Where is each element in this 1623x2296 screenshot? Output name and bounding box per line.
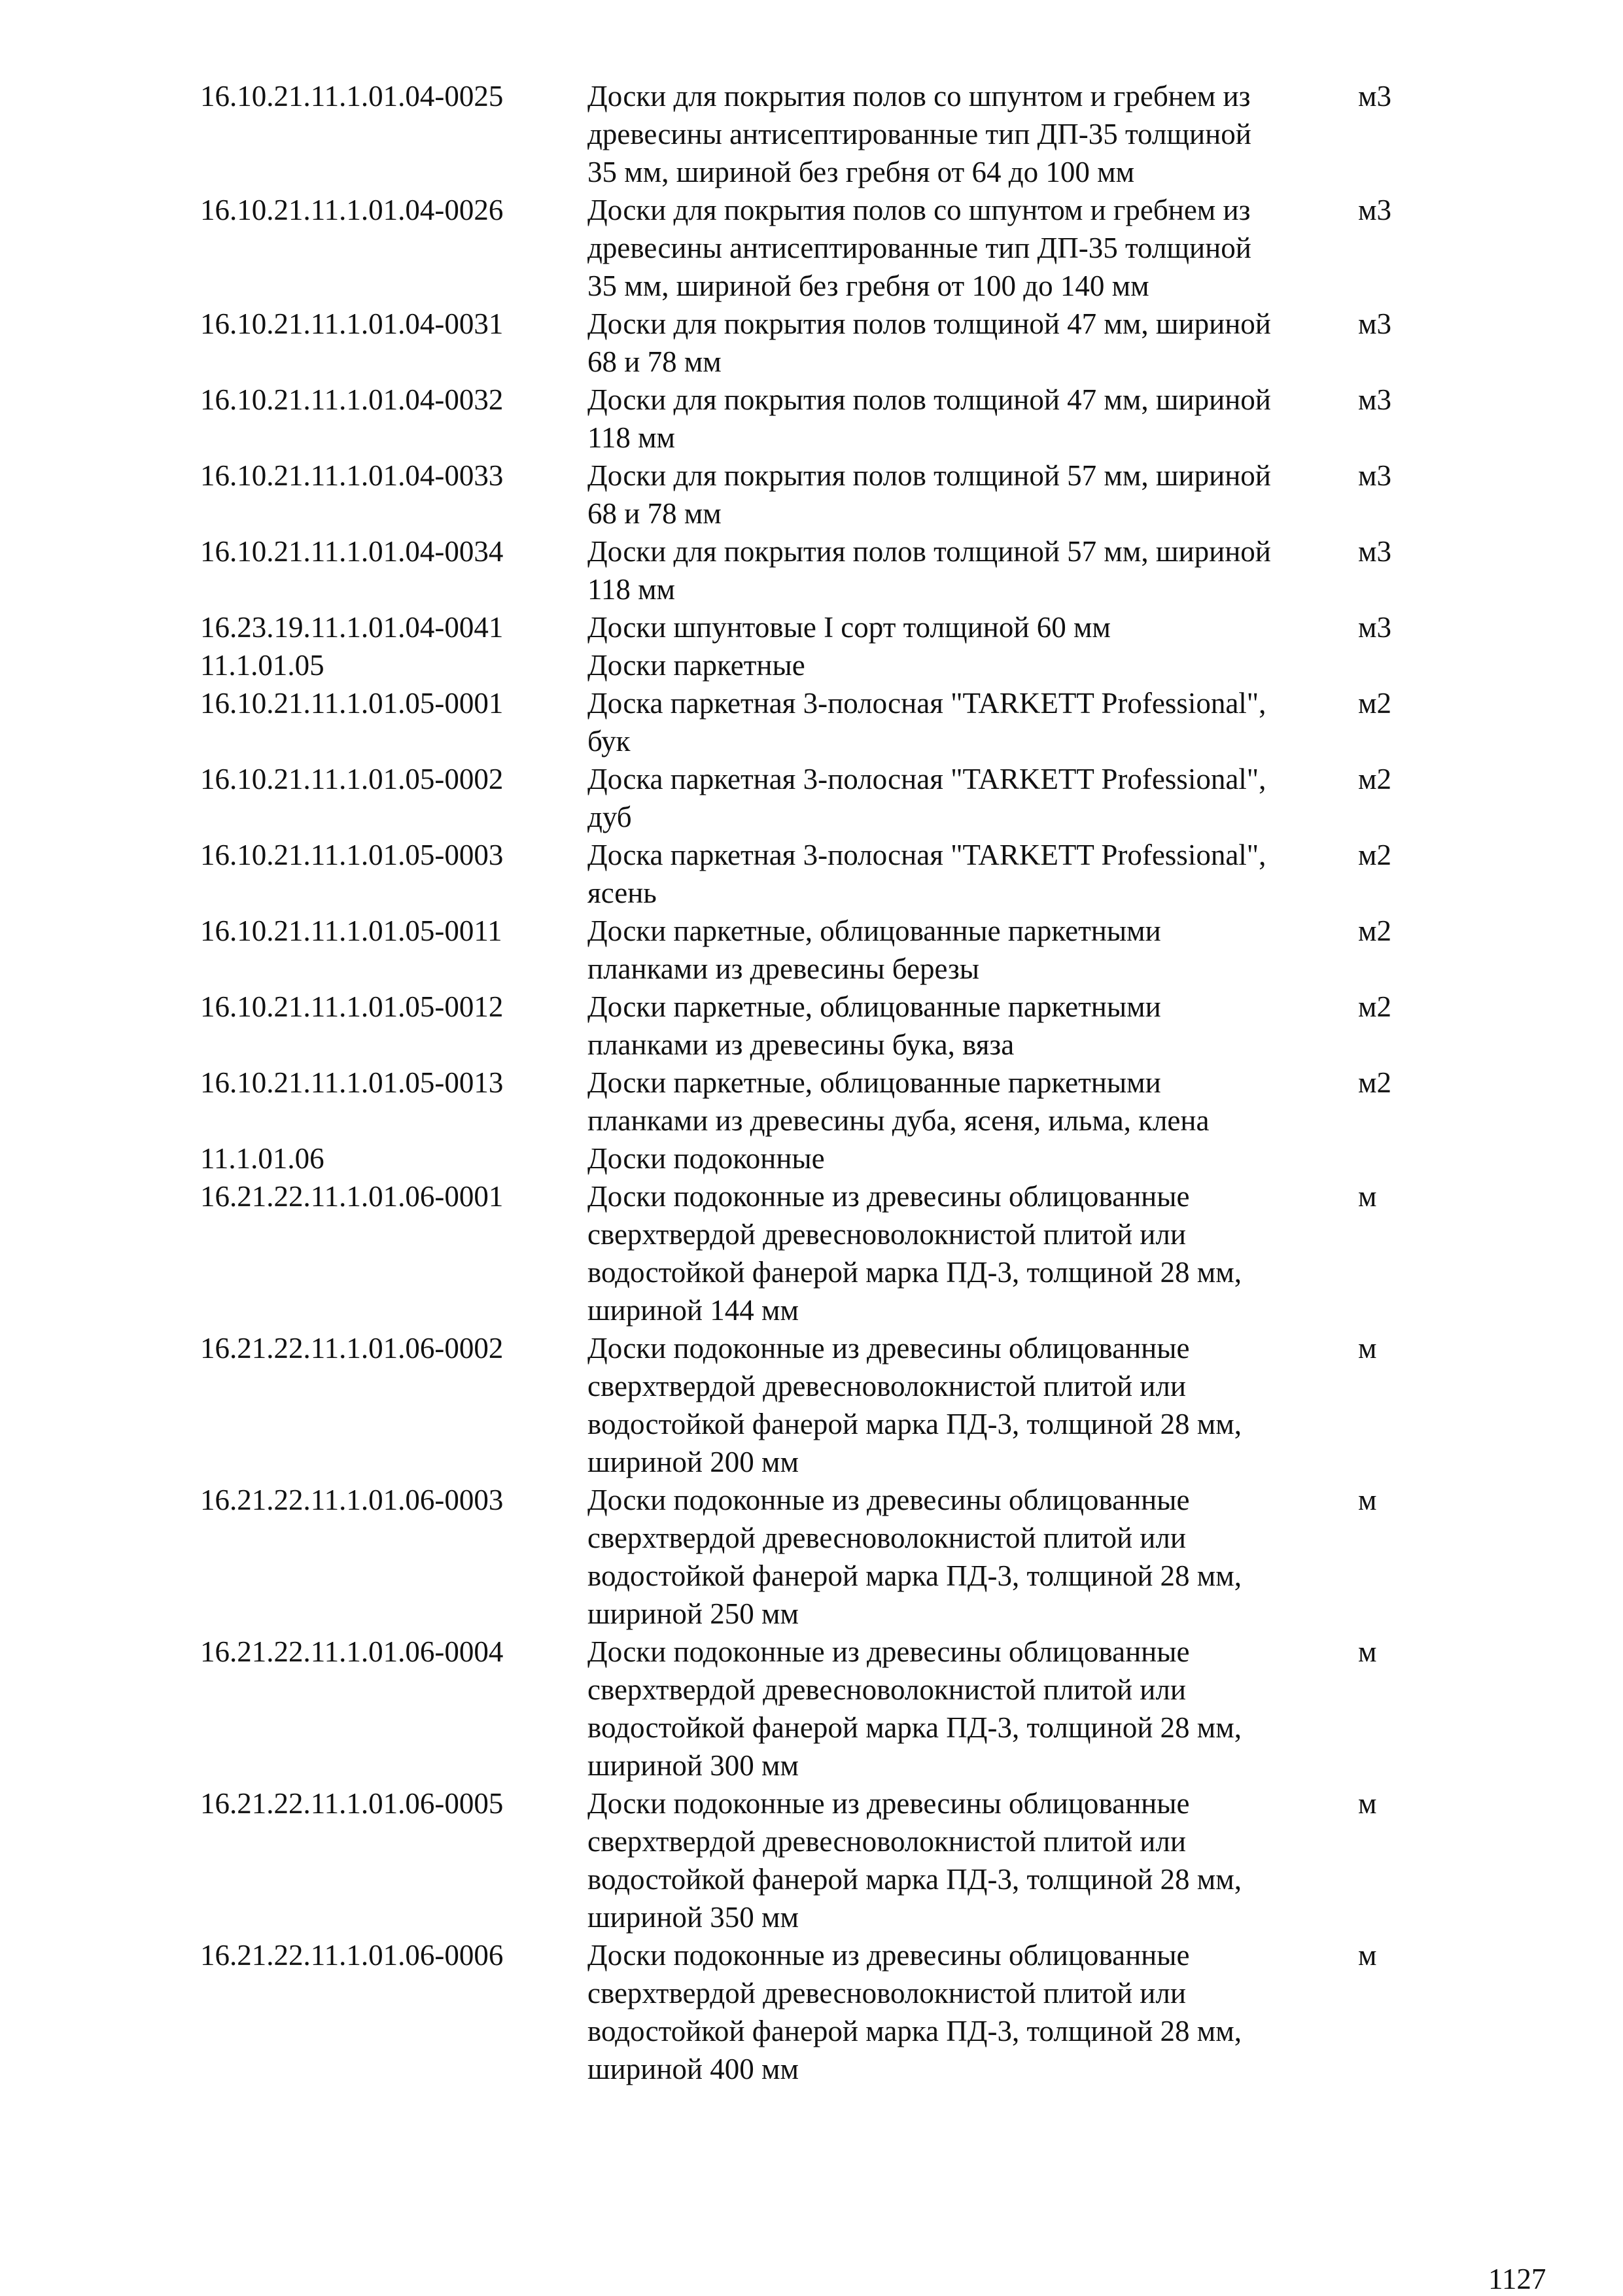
row-unit: м3: [1358, 307, 1391, 340]
row-code: 16.23.19.11.1.01.04-0041: [200, 611, 504, 644]
table-row: [200, 1633, 1443, 1784]
row-code: 16.10.21.11.1.01.05-0001: [200, 687, 504, 720]
row-name: Доски подоконные из древесины облицованные сверхтвердой древесноволокнистой плитой или водостойкой фанерой марка ПД-3, толщиной 28 мм, шириной 200 мм: [587, 1332, 1242, 1478]
table-row: [200, 912, 1443, 988]
row-code: 16.10.21.11.1.01.04-0032: [200, 383, 504, 416]
row-unit: м3: [1358, 194, 1391, 226]
section-code: 11.1.01.05: [200, 649, 324, 682]
row-name: Доска паркетная 3-полосная "TARKETT Professional", дуб: [587, 763, 1266, 833]
table-row: [200, 532, 1443, 608]
row-name: Доски подоконные из древесины облицованные сверхтвердой древесноволокнистой плитой или водостойкой фанерой марка ПД-3, толщиной 28 мм, шириной 144 мм: [587, 1180, 1242, 1327]
row-name: Доски паркетные, облицованные паркетными планками из древесины дуба, ясеня, ильма, клена: [587, 1066, 1210, 1137]
table-row: [200, 684, 1443, 760]
row-code: 16.10.21.11.1.01.04-0025: [200, 80, 504, 113]
row-code: 16.10.21.11.1.01.04-0031: [200, 307, 504, 340]
row-name: Доски для покрытия полов толщиной 47 мм, шириной 118 мм: [587, 383, 1271, 454]
section-row: [200, 1139, 1443, 1177]
page-number: 1127: [1488, 2263, 1546, 2295]
row-name: Доски паркетные, облицованные паркетными планками из древесины березы: [587, 914, 1161, 985]
row-unit: м: [1358, 1332, 1377, 1365]
row-unit: м3: [1358, 459, 1391, 492]
row-unit: м3: [1358, 80, 1391, 113]
table-row: [200, 191, 1443, 305]
row-name: Доски подоконные из древесины облицованные сверхтвердой древесноволокнистой плитой или водостойкой фанерой марка ПД-3, толщиной 28 мм, шириной 250 мм: [587, 1484, 1242, 1630]
row-name: Доски шпунтовые I сорт толщиной 60 мм: [587, 611, 1111, 644]
row-code: 16.21.22.11.1.01.06-0002: [200, 1332, 504, 1365]
table-row: [200, 77, 1443, 191]
table-row: [200, 988, 1443, 1064]
table-row: [200, 608, 1443, 646]
row-unit: м: [1358, 1635, 1377, 1668]
row-code: 16.10.21.11.1.01.05-0012: [200, 990, 504, 1023]
row-name: Доски подоконные из древесины облицованные сверхтвердой древесноволокнистой плитой или водостойкой фанерой марка ПД-3, толщиной 28 мм, шириной 300 мм: [587, 1635, 1242, 1782]
row-name: Доски для покрытия полов со шпунтом и гребнем из древесины антисептированные тип ДП-35 толщиной 35 мм, шириной без гребня от 64 до 100 мм: [587, 80, 1251, 188]
row-unit: м3: [1358, 383, 1391, 416]
row-code: 16.10.21.11.1.01.04-0034: [200, 535, 504, 568]
row-code: 16.10.21.11.1.01.04-0033: [200, 459, 504, 492]
row-name: Доски паркетные, облицованные паркетными планками из древесины бука, вяза: [587, 990, 1161, 1061]
row-code: 16.21.22.11.1.01.06-0005: [200, 1787, 504, 1820]
table-row: [200, 381, 1443, 457]
table-row: [200, 1784, 1443, 1936]
row-code: 16.21.22.11.1.01.06-0004: [200, 1635, 504, 1668]
row-name: Доски подоконные из древесины облицованные сверхтвердой древесноволокнистой плитой или водостойкой фанерой марка ПД-3, толщиной 28 мм, шириной 350 мм: [587, 1787, 1242, 1934]
row-code: 16.10.21.11.1.01.04-0026: [200, 194, 504, 226]
table-row: [200, 1177, 1443, 1329]
row-code: 16.10.21.11.1.01.05-0002: [200, 763, 504, 795]
table-row: [200, 1064, 1443, 1139]
row-name: Доски подоконные из древесины облицованные сверхтвердой древесноволокнистой плитой или водостойкой фанерой марка ПД-3, толщиной 28 мм, шириной 400 мм: [587, 1939, 1242, 2085]
table-row: [200, 760, 1443, 836]
row-code: 16.21.22.11.1.01.06-0003: [200, 1484, 504, 1516]
row-name: Доски для покрытия полов толщиной 57 мм, шириной 118 мм: [587, 535, 1271, 606]
row-name: Доска паркетная 3-полосная "TARKETT Professional", ясень: [587, 839, 1266, 909]
table-row: [200, 1329, 1443, 1481]
row-code: 16.21.22.11.1.01.06-0001: [200, 1180, 504, 1213]
row-code: 16.10.21.11.1.01.05-0011: [200, 914, 502, 947]
table-row: [200, 1936, 1443, 2088]
section-row: [200, 646, 1443, 684]
row-unit: м2: [1358, 914, 1391, 947]
table-row: [200, 1481, 1443, 1633]
row-unit: м2: [1358, 1066, 1391, 1099]
row-unit: м: [1358, 1180, 1377, 1213]
row-unit: м: [1358, 1484, 1377, 1516]
table-row: [200, 836, 1443, 912]
row-name: Доски для покрытия полов толщиной 57 мм, шириной 68 и 78 мм: [587, 459, 1271, 530]
row-unit: м3: [1358, 611, 1391, 644]
row-unit: м2: [1358, 763, 1391, 795]
row-code: 16.10.21.11.1.01.05-0003: [200, 839, 504, 871]
row-code: 16.21.22.11.1.01.06-0006: [200, 1939, 504, 1972]
section-title: Доски паркетные: [587, 649, 805, 682]
section-code: 11.1.01.06: [200, 1142, 324, 1175]
row-name: Доски для покрытия полов со шпунтом и гребнем из древесины антисептированные тип ДП-35 толщиной 35 мм, шириной без гребня от 100 до 140 мм: [587, 194, 1251, 302]
row-unit: м: [1358, 1787, 1377, 1820]
section-title: Доски подоконные: [587, 1142, 825, 1175]
row-name: Доски для покрытия полов толщиной 47 мм, шириной 68 и 78 мм: [587, 307, 1271, 378]
row-unit: м2: [1358, 687, 1391, 720]
table-row: [200, 305, 1443, 381]
row-name: Доска паркетная 3-полосная "TARKETT Professional", бук: [587, 687, 1266, 757]
row-unit: м2: [1358, 839, 1391, 871]
table-row: [200, 457, 1443, 532]
row-code: 16.10.21.11.1.01.05-0013: [200, 1066, 504, 1099]
row-unit: м: [1358, 1939, 1377, 1972]
row-unit: м2: [1358, 990, 1391, 1023]
row-unit: м3: [1358, 535, 1391, 568]
resource-table: [200, 77, 1443, 2088]
